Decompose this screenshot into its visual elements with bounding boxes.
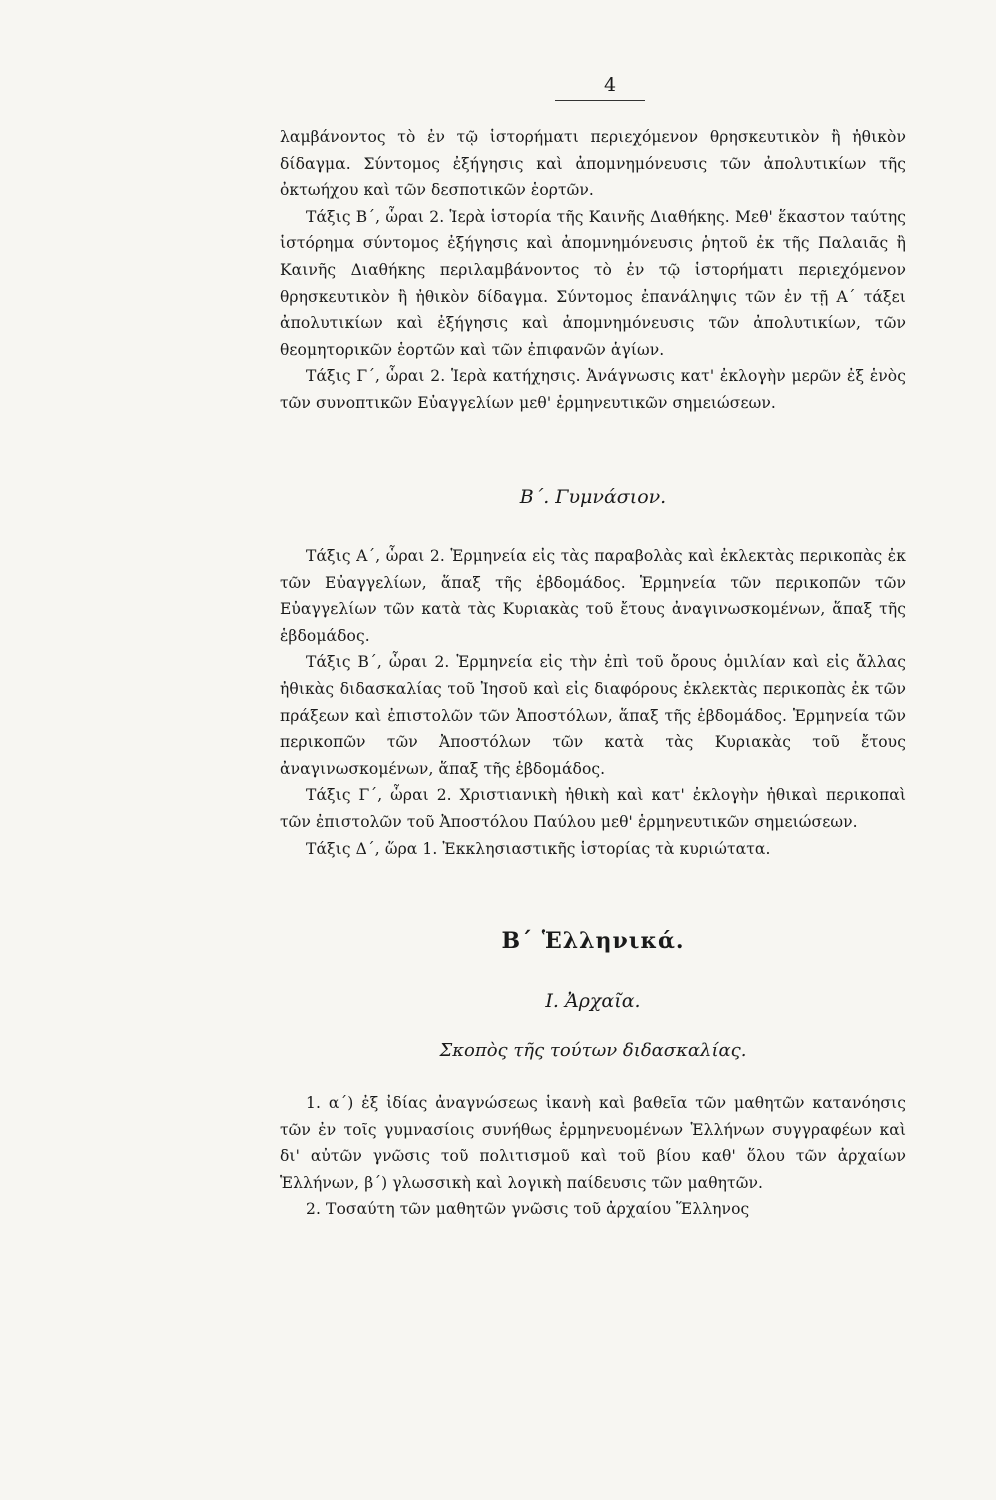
page-number: 4 <box>603 74 617 96</box>
paragraph: Τάξις Α΄, ὧραι 2. Ἑρμηνεία εἰς τὰς παραβολὰς καὶ ἐκλεκτὰς περικοπὰς ἐκ τῶν Εὐαγγελίων, ἅπαξ τῆς ἑβδομάδος. Ἑρμηνεία τῶν περικοπῶν τῶν Εὐαγγελίων τῶν κατὰ τὰς Κυριακὰς τοῦ ἔτους ἀναγινωσκομένων, ἅπαξ τῆς ἑβδομάδος. <box>280 547 906 645</box>
scope-heading: Σκοπὸς τῆς τούτων διδασκαλίας. <box>439 1040 747 1061</box>
section-title: Β΄ Ἑλληνικά. <box>501 928 685 954</box>
ancient-heading: Ι. Ἀρχαῖα. <box>545 990 641 1012</box>
paragraph: λαμβάνοντος τὸ ἐν τῷ ἱστορήματι περιεχόμενον θρησκευτικὸν ἢ ἠθικὸν δίδαγμα. Σύντομος ἐξήγησις καὶ ἀπομνημόνευσις τῶν ἀπολυτικίων τῆς ὀκτωήχου καὶ τῶν δεσποτικῶν ἑορτῶν. <box>280 128 906 200</box>
religion-elementary-text <box>280 124 906 417</box>
header-rule <box>555 100 645 101</box>
paragraph: Τάξις Β΄, ὧραι 2. Ἱερὰ ἱστορία τῆς Καινῆς Διαθήκης. Μεθ' ἕκαστον ταύτης ἱστόρημα σύντομος ἐξήγησις καὶ ἀπομνημόνευσις ῥητοῦ ἐκ τῆς Παλαιᾶς ἢ Καινῆς Διαθήκης περιλαμβάνοντος τὸ ἐν τῷ ἱστορήματι περιεχόμενον θρησκευτικὸν ἢ ἠθικὸν δίδαγμα. Σύντομος ἐπανάληψις τῶν ἐν τῇ Α΄ τάξει ἀπολυτικίων καὶ ἐξήγησις καὶ ἀπομνημόνευσις τῶν ἀπολυτικίων, τῶν θεομητορικῶν ἑορτῶν καὶ τῶν ἐπιφανῶν ἁγίων. <box>280 207 906 359</box>
religion-gymnasium-text <box>280 543 906 862</box>
paragraph: Τάξις Γ΄, ὧραι 2. Χριστιανικὴ ἠθικὴ καὶ κατ' ἐκλογὴν ἠθικαὶ περικοπαὶ τῶν ἐπιστολῶν τοῦ Ἀποστόλου Παύλου μεθ' ἑρμηνευτικῶν σημειώσεων. <box>280 786 906 831</box>
paragraph: 2. Τοσαύτη τῶν μαθητῶν γνῶσις τοῦ ἀρχαίου Ἕλληνος <box>306 1200 750 1219</box>
gymnasium-heading: Β΄. Γυμνάσιον. <box>519 486 667 508</box>
scope-text <box>280 1090 906 1223</box>
paragraph: Τάξις Β΄, ὧραι 2. Ἑρμηνεία εἰς τὴν ἐπὶ τοῦ ὄρους ὁμιλίαν καὶ εἰς ἄλλας ἠθικὰς διδασκαλίας τοῦ Ἰησοῦ καὶ εἰς διαφόρους ἐκλεκτὰς περικοπὰς ἐκ τῶν πράξεων καὶ ἐπιστολῶν τῶν Ἀποστόλων, ἅπαξ τῆς ἑβδομάδος. Ἑρμηνεία τῶν περικοπῶν τῶν Ἀποστόλων τῶν κατὰ τὰς Κυριακὰς τοῦ ἔτους ἀναγινωσκομένων, ἅπαξ τῆς ἑβδομάδος. <box>280 653 906 778</box>
paragraph: 1. α΄) ἐξ ἰδίας ἀναγνώσεως ἱκανὴ καὶ βαθεῖα τῶν μαθητῶν κατανόησις τῶν ἐν τοῖς γυμνασίοις συνήθως ἑρμηνευομένων Ἑλλήνων συγγραφέων καὶ δι' αὐτῶν γνῶσις τοῦ πολιτισμοῦ καὶ τοῦ βίου καθ' ὅλου τῶν ἀρχαίων Ἑλλήνων, β΄) γλωσσικὴ καὶ λογικὴ παίδευσις τῶν μαθητῶν. <box>280 1094 906 1192</box>
paragraph: Τάξις Γ΄, ὧραι 2. Ἱερὰ κατήχησις. Ἀνάγνωσις κατ' ἐκλογὴν μερῶν ἐξ ἑνὸς τῶν συνοπτικῶν Εὐαγγελίων μεθ' ἑρμηνευτικῶν σημειώσεων. <box>280 367 906 412</box>
paragraph: Τάξις Δ΄, ὥρα 1. Ἐκκλησιαστικῆς ἱστορίας τὰ κυριώτατα. <box>306 839 771 858</box>
